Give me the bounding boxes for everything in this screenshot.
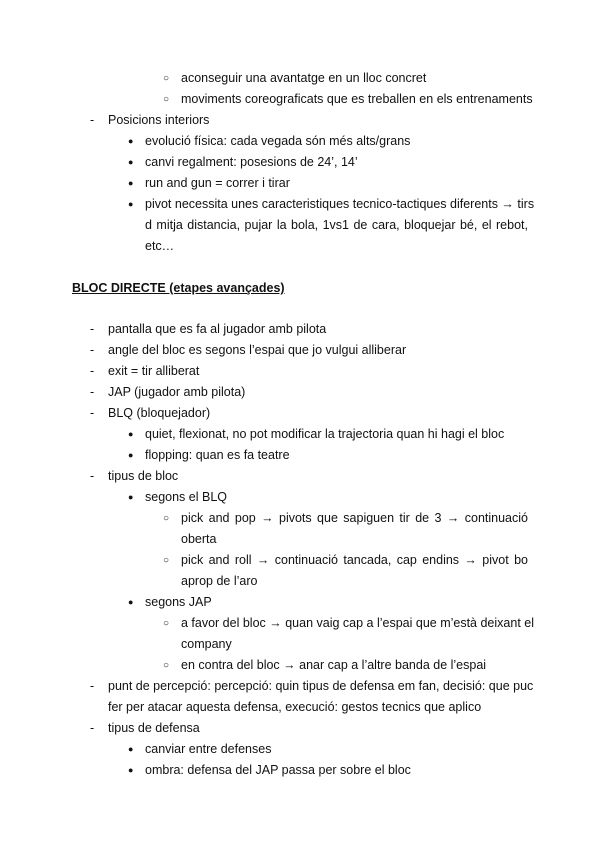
list-item-continuation	[0, 215, 528, 236]
list-item-text: punt de percepció: percepció: quin tipus de defensa em fan, decisió: que puc	[108, 679, 534, 693]
dash-bullet-icon: -	[90, 385, 95, 399]
list-item-text: oberta	[181, 532, 217, 546]
list-item-text: fer per atacar aquesta defensa, execució: gestos tecnics que aplico	[108, 700, 482, 714]
list-item-text: run and gun = correr i tirar	[145, 176, 290, 190]
list-item-text: segons JAP	[145, 595, 212, 609]
list-item-continuation	[0, 634, 528, 655]
list-item	[0, 424, 528, 445]
list-item	[0, 550, 528, 571]
circle-bullet-icon: ○	[163, 618, 170, 629]
list-item-text: pick and pop → pivots que sapiguen tir de 3 → continuació	[181, 511, 528, 525]
list-item	[0, 68, 528, 89]
dot-bullet-icon: ●	[128, 157, 134, 167]
dot-bullet-icon: ●	[128, 744, 134, 754]
dash-bullet-icon: -	[90, 364, 95, 378]
list-item-continuation	[0, 529, 528, 550]
dash-bullet-icon: -	[90, 113, 95, 127]
list-item	[0, 361, 528, 382]
list-item	[0, 655, 528, 676]
list-item-continuation	[0, 236, 528, 257]
list-item-text: company	[181, 637, 232, 651]
list-item-text: tipus de bloc	[108, 469, 179, 483]
list-item	[0, 173, 528, 194]
list-item-text: exit = tir alliberat	[108, 364, 200, 378]
circle-bullet-icon: ○	[163, 73, 170, 84]
list-item-text: moviments coreograficats que es treballen en els entrenaments	[181, 92, 533, 106]
list-item-text: BLQ (bloquejador)	[108, 406, 211, 420]
list-item	[0, 403, 528, 424]
list-item	[0, 760, 528, 781]
list-item-text: tipus de defensa	[108, 721, 200, 735]
dot-bullet-icon: ●	[128, 597, 134, 607]
circle-bullet-icon: ○	[163, 660, 170, 671]
list-item	[0, 340, 528, 361]
list-item-text: aconseguir una avantatge en un lloc concret	[181, 71, 427, 85]
list-item	[0, 718, 528, 739]
dash-bullet-icon: -	[90, 343, 95, 357]
list-item-continuation	[0, 697, 528, 718]
circle-bullet-icon: ○	[163, 94, 170, 105]
list-item	[0, 382, 528, 403]
list-item	[0, 676, 534, 697]
list-item	[0, 613, 534, 634]
list-item	[0, 445, 528, 466]
dash-bullet-icon: -	[90, 721, 95, 735]
circle-bullet-icon: ○	[163, 513, 170, 524]
dot-bullet-icon: ●	[128, 450, 134, 460]
list-item-text: d mitja distancia, pujar la bola, 1vs1 de cara, bloquejar bé, el rebot,	[145, 218, 528, 232]
section-heading: BLOC DIRECTE (etapes avançades)	[72, 281, 285, 295]
list-item	[0, 319, 528, 340]
list-item	[0, 466, 528, 487]
list-item-text: angle del bloc es segons l’espai que jo vulgui alliberar	[108, 343, 407, 357]
dash-bullet-icon: -	[90, 679, 95, 693]
list-item	[0, 89, 533, 110]
dash-bullet-icon: -	[90, 322, 95, 336]
list-item-text: a favor del bloc → quan vaig cap a l’espai que m’està deixant el	[181, 616, 534, 630]
list-item-text: flopping: quan es fa teatre	[145, 448, 290, 462]
list-item	[0, 194, 535, 215]
list-item-text: segons el BLQ	[145, 490, 227, 504]
list-item-text: en contra del bloc → anar cap a l’altre banda de l’espai	[181, 658, 487, 672]
list-item	[0, 110, 528, 131]
list-item	[0, 131, 528, 152]
list-item-text: pick and roll → continuació tancada, cap endins → pivot bo	[181, 553, 528, 567]
list-item	[0, 152, 528, 173]
list-item	[0, 508, 528, 529]
dash-bullet-icon: -	[90, 406, 95, 420]
dot-bullet-icon: ●	[128, 199, 134, 209]
dot-bullet-icon: ●	[128, 492, 134, 502]
list-item-text: etc…	[145, 239, 175, 253]
circle-bullet-icon: ○	[163, 555, 170, 566]
dash-bullet-icon: -	[90, 469, 95, 483]
list-item	[0, 739, 528, 760]
dot-bullet-icon: ●	[128, 429, 134, 439]
list-item-text: JAP (jugador amb pilota)	[108, 385, 246, 399]
list-item-continuation	[0, 571, 528, 592]
dot-bullet-icon: ●	[128, 765, 134, 775]
list-item-text: quiet, flexionat, no pot modificar la trajectoria quan hi hagi el bloc	[145, 427, 505, 441]
list-item-text: ombra: defensa del JAP passa per sobre el bloc	[145, 763, 411, 777]
list-item	[0, 592, 528, 613]
list-item-text: canviar entre defenses	[145, 742, 272, 756]
list-item-text: canvi regalment: posesions de 24’, 14’	[145, 155, 358, 169]
list-item	[0, 487, 528, 508]
dot-bullet-icon: ●	[128, 136, 134, 146]
list-item-text: aprop de l’aro	[181, 574, 258, 588]
list-item-text: pantalla que es fa al jugador amb pilota	[108, 322, 327, 336]
list-item-text: evolució física: cada vegada són més alts/grans	[145, 134, 411, 148]
dot-bullet-icon: ●	[128, 178, 134, 188]
list-item-text: pivot necessita unes caracteristiques tecnico-tactiques diferents → tirs	[145, 197, 535, 211]
list-item-text: Posicions interiors	[108, 113, 210, 127]
